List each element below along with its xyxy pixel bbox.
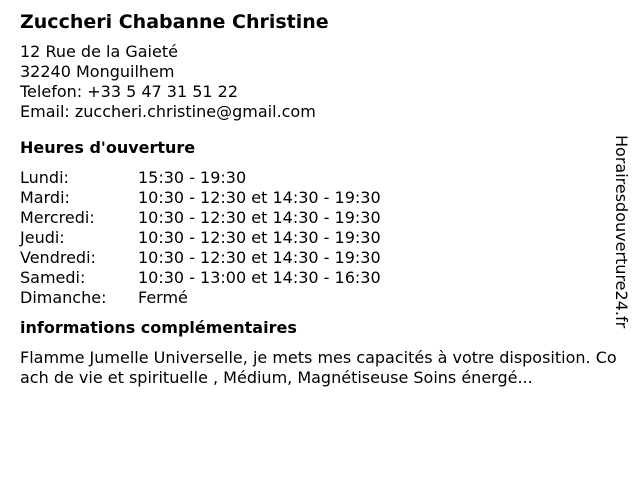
day-label: Lundi: — [20, 168, 69, 187]
time-value: 10:30 - 12:30 et 14:30 - 19:30 — [138, 188, 381, 207]
additional-info-text: Flamme Jumelle Universelle, je mets mes capacités à votre disposition. Coach de vie et spirituelle , Médium, Magnétiseuse Soins énergé... — [20, 348, 617, 387]
address-street: 12 Rue de la Gaieté — [20, 42, 178, 61]
time-value: 15:30 - 19:30 — [138, 168, 247, 187]
day-label: Dimanche: — [20, 288, 107, 307]
address-city: 32240 Monguilhem — [20, 62, 175, 81]
hours-row-monday — [20, 168, 620, 188]
time-value: 10:30 - 12:30 et 14:30 - 19:30 — [138, 208, 381, 227]
phone-number: Telefon: +33 5 47 31 51 22 — [20, 82, 239, 101]
time-value: 10:30 - 13:00 et 14:30 - 16:30 — [138, 268, 381, 287]
business-name: Zuccheri Chabanne Christine — [20, 11, 329, 33]
day-label: Vendredi: — [20, 248, 96, 267]
hours-row-thursday — [20, 228, 620, 248]
day-label: Mardi: — [20, 188, 70, 207]
hours-row-sunday — [20, 288, 620, 308]
time-value: 10:30 - 12:30 et 14:30 - 19:30 — [138, 248, 381, 267]
day-label: Samedi: — [20, 268, 86, 287]
opening-hours-table — [20, 168, 620, 308]
hours-row-saturday — [20, 268, 620, 288]
time-value: Fermé — [138, 288, 188, 307]
day-label: Mercredi: — [20, 208, 95, 227]
hours-row-tuesday — [20, 188, 620, 208]
day-label: Jeudi: — [20, 228, 65, 247]
opening-hours-heading: Heures d'ouverture — [20, 138, 196, 157]
email-address: Email: zuccheri.christine@gmail.com — [20, 102, 316, 121]
business-card — [20, 10, 620, 388]
hours-row-wednesday — [20, 208, 620, 228]
additional-info-heading: informations complémentaires — [20, 318, 297, 337]
time-value: 10:30 - 12:30 et 14:30 - 19:30 — [138, 228, 381, 247]
hours-row-friday — [20, 248, 620, 268]
site-watermark: Horairesdouverture24.fr — [612, 135, 631, 329]
